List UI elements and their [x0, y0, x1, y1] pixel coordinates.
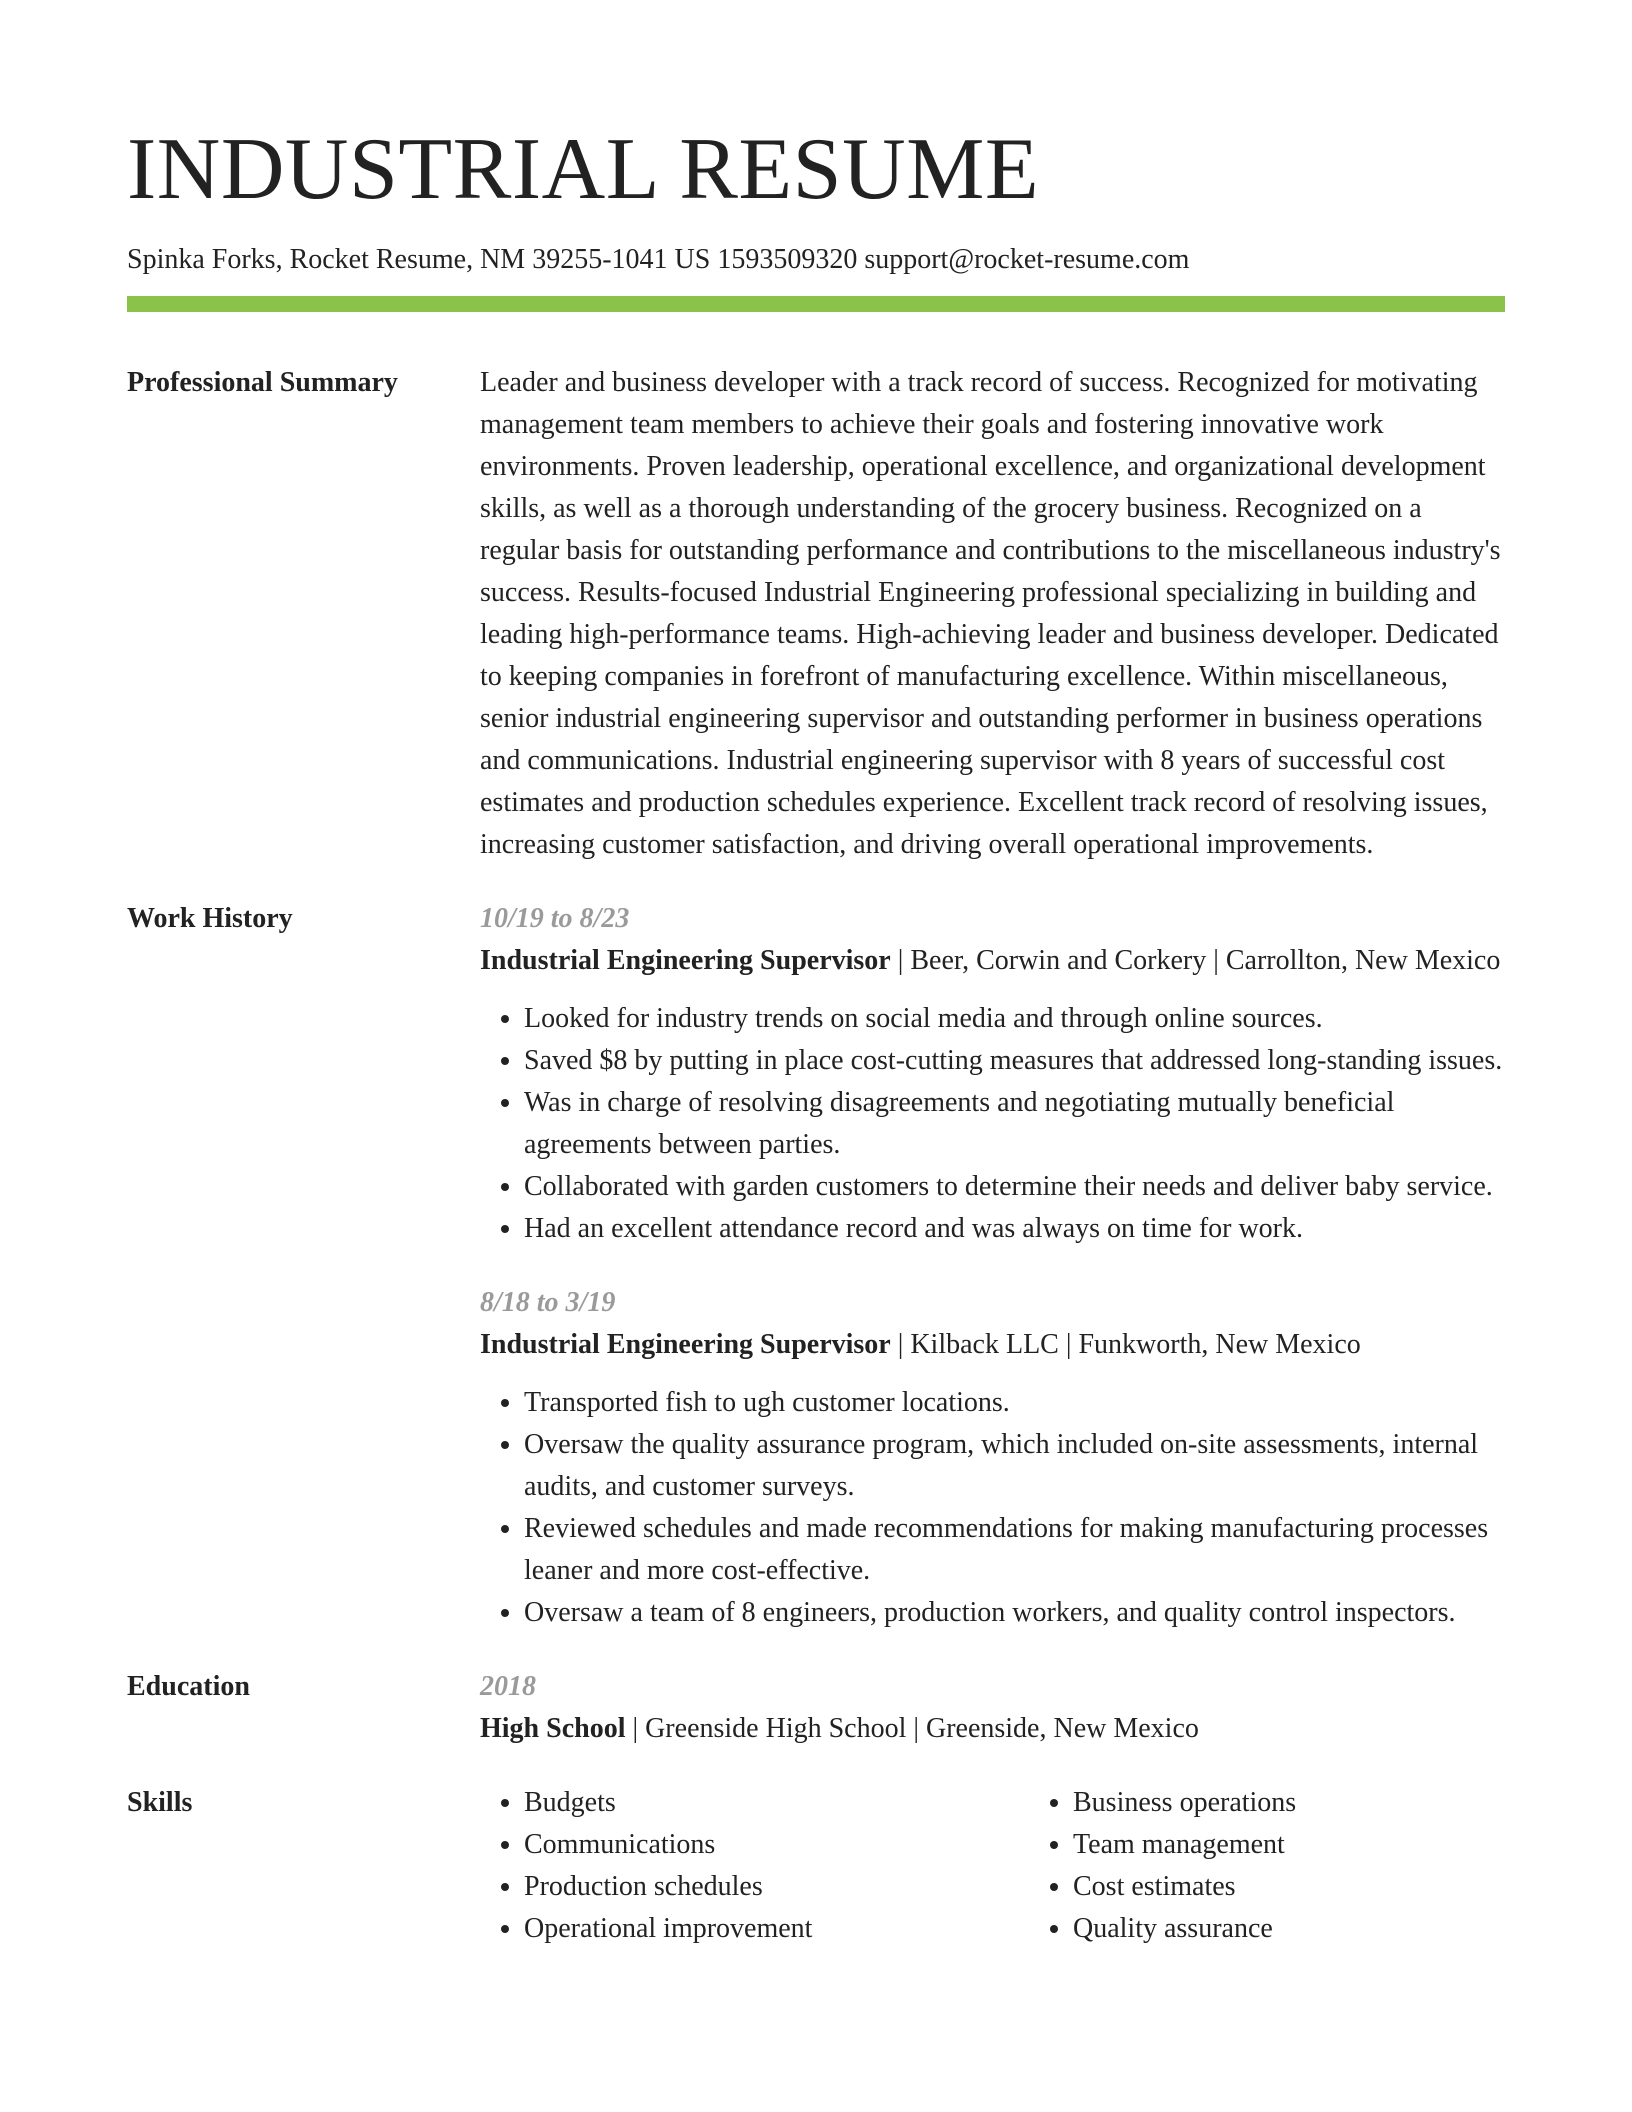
education-degree: High School [480, 1713, 626, 1744]
section-label-work: Work History [127, 903, 293, 934]
list-item: • Oversaw a team of 8 engineers, production workers, and quality control inspectors. [524, 1592, 1505, 1634]
work-body [480, 898, 1505, 1634]
section-education [127, 1666, 1505, 1750]
skills-columns [480, 1782, 1505, 1950]
job-details: | Kilback LLC | Funkworth, New Mexico [890, 1329, 1361, 1360]
list-item: • Transported fish to ugh customer locations. [524, 1382, 1505, 1424]
job-role-line [480, 1324, 1505, 1366]
list-item: • Collaborated with garden customers to determine their needs and deliver baby service. [524, 1166, 1505, 1208]
section-professional-summary [127, 362, 1505, 866]
education-line [480, 1708, 1505, 1750]
list-item: • Saved $8 by putting in place cost-cutting measures that addressed long-standing issues. [524, 1040, 1505, 1082]
list-item: • Oversaw the quality assurance program, which included on-site assessments, internal audits, and customer surveys. [524, 1424, 1505, 1508]
list-item: • Quality assurance [1073, 1908, 1505, 1950]
summary-text: Leader and business developer with a track record of success. Recognized for motivating management team members to achieve their goals and fostering innovative work environments. Proven leadership, operational excellence, and organizational development skills, as well as a thorough understanding of the grocery business. Recognized on a regular basis for outstanding performance and contributions to the miscellaneous industry's success. Results-focused Industrial Engineering professional specializing in building and leading high-performance teams. High-achieving leader and business developer. Dedicated to keeping companies in forefront of manufacturing excellence. Within miscellaneous, senior industrial engineering supervisor and outstanding performer in business operations and communications. Industrial engineering supervisor with 8 years of successful cost estimates and production schedules experience. Excellent track record of resolving issues, increasing customer satisfaction, and driving overall operational improvements. [480, 367, 1501, 860]
list-item: • Team management [1073, 1824, 1505, 1866]
section-label-summary: Professional Summary [127, 367, 398, 398]
skills-list-left [480, 1782, 1029, 1950]
list-item: • Looked for industry trends on social media and through online sources. [524, 998, 1505, 1040]
education-details: | Greenside High School | Greenside, New Mexico [625, 1713, 1199, 1744]
job-entry [480, 898, 1505, 1250]
section-label-education: Education [127, 1671, 250, 1702]
list-item: • Cost estimates [1073, 1866, 1505, 1908]
job-dates: 10/19 to 8/23 [480, 903, 630, 934]
list-item: • Communications [524, 1824, 1029, 1866]
section-skills [127, 1782, 1505, 1950]
contact-line: Spinka Forks, Rocket Resume, NM 39255-1041 US 1593509320 support@rocket-resume.com [127, 244, 1190, 275]
job-entry [480, 1282, 1505, 1634]
list-item: • Production schedules [524, 1866, 1029, 1908]
list-item: • Operational improvement [524, 1908, 1029, 1950]
job-bullets [480, 998, 1505, 1250]
list-item: • Budgets [524, 1782, 1029, 1824]
resume-page [127, 0, 1505, 1950]
education-year: 2018 [480, 1671, 536, 1702]
list-item: • Business operations [1073, 1782, 1505, 1824]
skills-list-right [1029, 1782, 1505, 1950]
list-item: • Was in charge of resolving disagreements and negotiating mutually beneficial agreements between parties. [524, 1082, 1505, 1166]
job-details: | Beer, Corwin and Corkery | Carrollton, New Mexico [890, 945, 1501, 976]
job-dates: 8/18 to 3/19 [480, 1287, 616, 1318]
education-body [480, 1666, 1505, 1750]
header-divider [127, 296, 1505, 312]
list-item: • Had an excellent attendance record and was always on time for work. [524, 1208, 1505, 1250]
job-title: Industrial Engineering Supervisor [480, 1329, 891, 1360]
job-role-line [480, 940, 1505, 982]
resume-title: INDUSTRIAL RESUME [127, 121, 1040, 218]
section-label-skills: Skills [127, 1787, 193, 1818]
skills-body [480, 1782, 1505, 1950]
section-work-history [127, 898, 1505, 1634]
list-item: • Reviewed schedules and made recommendations for making manufacturing processes leaner and more cost-effective. [524, 1508, 1505, 1592]
job-bullets [480, 1382, 1505, 1634]
job-title: Industrial Engineering Supervisor [480, 945, 891, 976]
summary-body [480, 362, 1505, 866]
